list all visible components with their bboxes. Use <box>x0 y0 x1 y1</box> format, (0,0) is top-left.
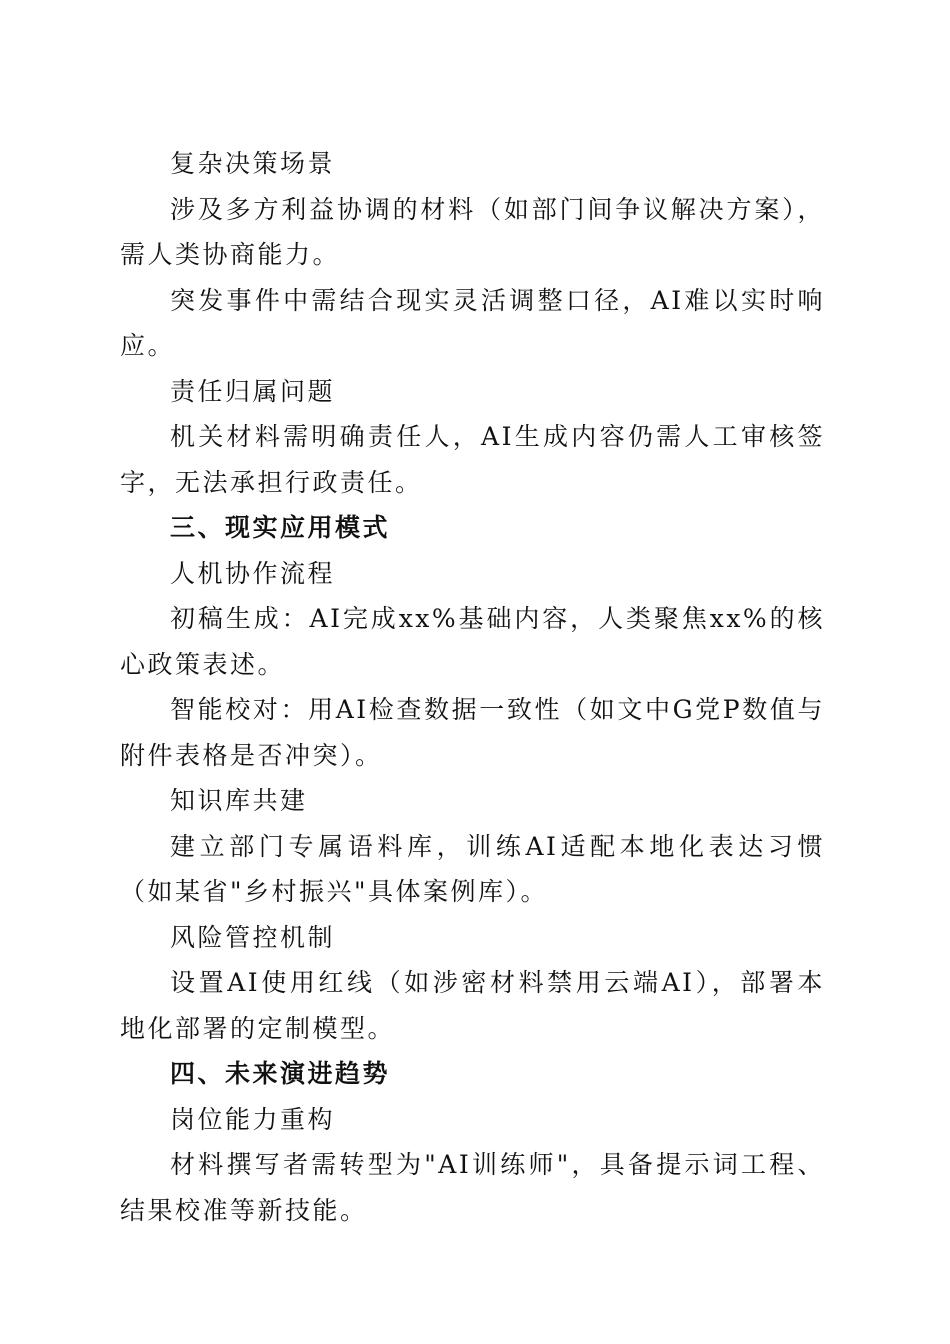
subheading-complex-decision: 复杂决策场景 <box>170 149 336 178</box>
paragraph: 材料撰写者需转型为"AI训练师"，具备提示词工程、结果校准等新技能。 <box>120 1150 825 1225</box>
paragraph: 机关材料需明确责任人，AI生成内容仍需人工审核签字，无法承担行政责任。 <box>120 422 825 497</box>
subheading-role-restructure: 岗位能力重构 <box>170 1104 336 1134</box>
paragraph: 智能校对：用AI检查数据一致性（如文中G党P数值与附件表格是否冲突）。 <box>120 695 825 770</box>
subheading-responsibility: 责任归属问题 <box>170 376 336 406</box>
paragraph: 初稿生成：AI完成xx%基础内容，人类聚焦xx%的核心政策表述。 <box>120 604 825 679</box>
paragraph: 涉及多方利益协调的材料（如部门间争议解决方案），需人类协商能力。 <box>120 194 825 269</box>
section-heading-3: 三、现实应用模式 <box>170 513 391 542</box>
subheading-knowledge-base: 知识库共建 <box>170 786 308 815</box>
document-body <box>120 141 825 1233</box>
paragraph: 设置AI使用红线（如涉密材料禁用云端AI），部署本地化部署的定制模型。 <box>120 968 825 1043</box>
subheading-collaboration-flow: 人机协作流程 <box>170 558 336 588</box>
paragraph: 突发事件中需结合现实灵活调整口径，AI难以实时响应。 <box>120 285 825 360</box>
subheading-risk-control: 风险管控机制 <box>170 922 336 952</box>
section-heading-4: 四、未来演进趋势 <box>170 1059 391 1088</box>
paragraph: 建立部门专属语料库，训练AI适配本地化表达习惯（如某省"乡村振兴"具体案例库）。 <box>120 831 825 906</box>
